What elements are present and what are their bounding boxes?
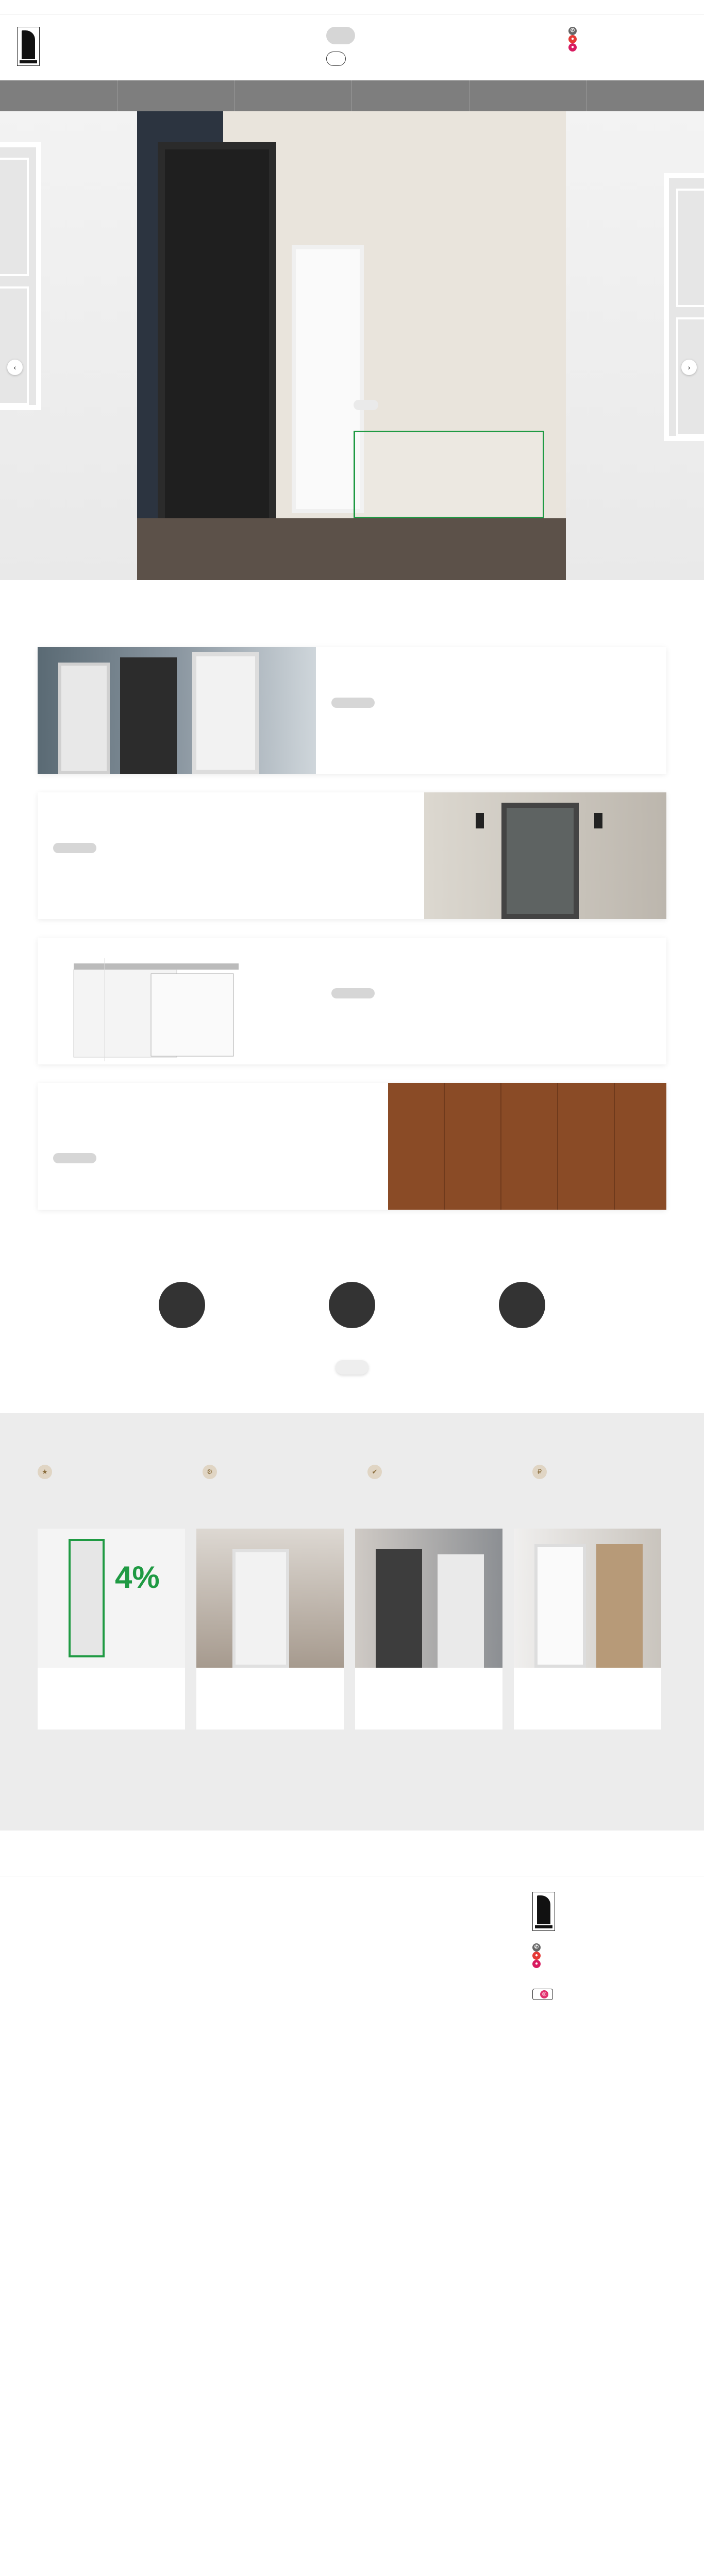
footer-contacts bbox=[532, 1892, 687, 2000]
nav-credit[interactable] bbox=[587, 80, 704, 111]
door-image bbox=[158, 142, 276, 570]
door-icon bbox=[499, 1282, 545, 1328]
reputation-section bbox=[0, 1228, 704, 1376]
instagram-button[interactable] bbox=[326, 52, 346, 66]
phone-icon: ✆ bbox=[532, 1943, 541, 1952]
mts-icon: ● bbox=[568, 35, 577, 43]
offer-card-panels bbox=[38, 1083, 666, 1210]
door-image bbox=[664, 173, 704, 441]
hero-slide bbox=[137, 111, 567, 580]
footer-menu bbox=[172, 1892, 306, 2000]
credit-promo-image: 4% bbox=[38, 1529, 185, 1668]
useful-promo-image bbox=[514, 1529, 661, 1668]
offer-section bbox=[0, 580, 704, 1210]
catalog-button[interactable] bbox=[53, 843, 96, 853]
instagram-icon: ◎ bbox=[540, 1990, 548, 1998]
about-section bbox=[0, 1831, 704, 1855]
feature-item bbox=[367, 1465, 501, 1487]
gear-icon: ⚙ bbox=[203, 1465, 217, 1479]
promo-cards bbox=[38, 1529, 666, 1730]
features-list bbox=[38, 1465, 666, 1487]
footer-phone bbox=[532, 1943, 687, 1952]
warranty-promo-image bbox=[196, 1529, 344, 1668]
top-bar bbox=[0, 0, 704, 14]
stat-years bbox=[138, 1282, 226, 1340]
phone-icon: ✆ bbox=[568, 27, 577, 35]
offer-card-interior bbox=[38, 647, 666, 774]
logo[interactable] bbox=[17, 27, 192, 66]
footer-address bbox=[306, 1892, 501, 2000]
promo-card-warranty[interactable] bbox=[196, 1529, 344, 1730]
hero-prev-slide bbox=[0, 111, 138, 580]
promo-ghost bbox=[0, 446, 124, 534]
footer-catalog bbox=[17, 1892, 172, 2000]
catalog-button[interactable] bbox=[53, 1153, 96, 1163]
years-badge bbox=[159, 1282, 205, 1328]
mts-icon: ● bbox=[532, 1952, 541, 1960]
header-phones bbox=[568, 27, 687, 52]
top-links bbox=[17, 4, 687, 11]
nav-entrance-doors[interactable] bbox=[118, 80, 235, 111]
catalog-button[interactable] bbox=[331, 698, 375, 708]
wall-panels-image bbox=[388, 1083, 666, 1210]
thumbs-up-icon: ✔ bbox=[367, 1465, 382, 1479]
catalog-button[interactable] bbox=[331, 988, 375, 998]
arrow-right-icon[interactable]: › bbox=[681, 360, 697, 375]
header-buttons bbox=[326, 27, 481, 66]
about-company-button[interactable] bbox=[336, 1360, 368, 1375]
nav-interior-doors[interactable] bbox=[0, 80, 118, 111]
promo-card-credit[interactable] bbox=[38, 1529, 185, 1730]
promo-banner[interactable] bbox=[354, 431, 544, 518]
feature-item bbox=[532, 1465, 666, 1487]
site-footer bbox=[0, 1876, 704, 2036]
nav-door-systems[interactable] bbox=[235, 80, 353, 111]
logo-text bbox=[561, 1892, 654, 1931]
hero-slider bbox=[0, 111, 704, 580]
feature-item bbox=[203, 1465, 337, 1487]
offer-card-entrance bbox=[38, 792, 666, 919]
feature-item bbox=[38, 1465, 172, 1487]
footer-phone bbox=[532, 1952, 687, 1960]
stat-clients bbox=[308, 1282, 396, 1340]
logo-text bbox=[46, 27, 149, 66]
door-system-image bbox=[38, 938, 316, 1064]
interior-door-image bbox=[38, 647, 316, 774]
stats bbox=[0, 1282, 704, 1340]
door-logo-icon bbox=[532, 1892, 555, 1931]
door-image bbox=[292, 245, 364, 513]
entrance-door-image bbox=[424, 792, 666, 919]
a1-icon: ● bbox=[568, 43, 577, 52]
nav-completed-works[interactable] bbox=[470, 80, 587, 111]
dealers-promo-image bbox=[355, 1529, 502, 1668]
footer-logo[interactable] bbox=[532, 1892, 687, 1931]
catalog-button[interactable] bbox=[354, 400, 378, 410]
main-nav bbox=[0, 80, 704, 111]
a1-icon: ● bbox=[532, 1960, 541, 1968]
promo-title bbox=[514, 1668, 661, 1675]
nav-wall-panels[interactable] bbox=[352, 80, 470, 111]
order-call-button[interactable] bbox=[326, 27, 355, 44]
footer-phone bbox=[532, 1960, 687, 1968]
door-system-diagram bbox=[38, 938, 316, 1064]
promo-title bbox=[355, 1668, 502, 1675]
arrow-left-icon[interactable]: ‹ bbox=[7, 360, 23, 375]
promo-card-useful[interactable] bbox=[514, 1529, 661, 1730]
site-header bbox=[0, 14, 704, 80]
top-links-group bbox=[17, 4, 130, 11]
users-icon bbox=[329, 1282, 375, 1328]
hero-next-slide bbox=[566, 111, 704, 580]
star-icon: ★ bbox=[38, 1465, 52, 1479]
door-logo-icon bbox=[17, 27, 40, 66]
tag-icon: ₽ bbox=[532, 1465, 547, 1479]
offer-card-systems bbox=[38, 938, 666, 1064]
promo-title bbox=[38, 1668, 185, 1675]
promo-card-dealers[interactable] bbox=[355, 1529, 502, 1730]
instagram-link[interactable] bbox=[532, 1989, 553, 2000]
promo-title bbox=[196, 1668, 344, 1675]
stat-doors bbox=[478, 1282, 566, 1340]
features-section bbox=[0, 1413, 704, 1831]
